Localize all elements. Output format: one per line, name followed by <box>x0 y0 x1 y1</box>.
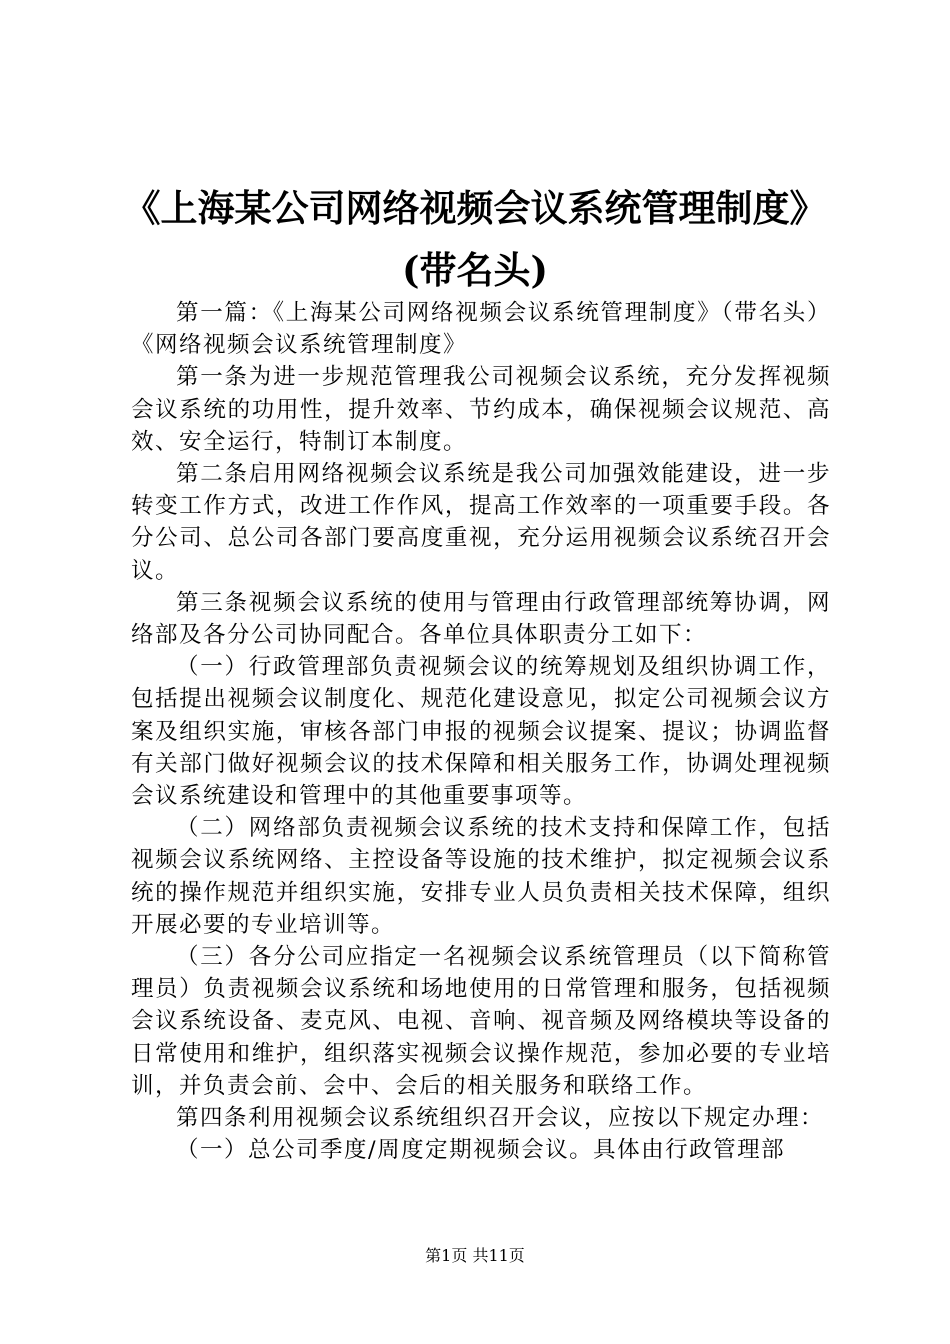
document-title: 《上海某公司网络视频会议系统管理制度》 <box>123 186 827 230</box>
paragraph-article-4: 第四条利用视频会议系统组织召开会议，应按以下规定办理： <box>176 1105 825 1132</box>
document-body <box>131 297 831 1166</box>
paragraph-article-2: 第二条启用网络视频会议系统是我公司加强效能建设，进一步转变工作方式，改进工作作风，提高工作效率的一项重要手段。各分公司、总公司各部门要高度重视，充分运用视频会议系统召开会议。 <box>131 461 831 584</box>
page-number: 第1页 共11页 <box>425 1246 525 1265</box>
paragraph-article-3: 第三条视频会议系统的使用与管理由行政管理部统筹协调，网络部及各分公司协同配合。各单位具体职责分工如下： <box>131 589 831 649</box>
paragraph-article-3-item-2: （二）网络部负责视频会议系统的技术支持和保障工作，包括视频会议系统网络、主控设备等设施的技术维护，拟定视频会议系统的操作规范并组织实施，安排专业人员负责相关技术保障，组织开展必要的专业培训等。 <box>131 815 831 938</box>
paragraph-article-3-item-1: （一）行政管理部负责视频会议的统筹规划及组织协调工作，包括提出视频会议制度化、规范化建设意见，拟定公司视频会议方案及组织实施，审核各部门申报的视频会议提案、提议；协调监督有关部门做好视频会议的技术保障和相关服务工作，协调处理视频会议系统建设和管理中的其他重要事项等。 <box>131 654 831 810</box>
paragraph-article-4-item-1: （一）总公司季度/周度定期视频会议。具体由行政管理部 <box>176 1137 786 1164</box>
paragraph-article-1: 第一条为进一步规范管理我公司视频会议系统，充分发挥视频会议系统的功用性，提升效率、节约成本，确保视频会议规范、高效、安全运行，特制订本制度。 <box>131 364 831 455</box>
paragraph-article-3-item-3: （三）各分公司应指定一名视频会议系统管理员（以下简称管理员）负责视频会议系统和场地使用的日常管理和服务，包括视频会议系统设备、麦克风、电视、音响、视音频及网络模块等设备的日常使用和维护，组织落实视频会议操作规范，参加必要的专业培训，并负责会前、会中、会后的相关服务和联络工作。 <box>131 944 831 1099</box>
paragraph-chapter-heading: 第一篇：《上海某公司网络视频会议系统管理制度》（带名头）《网络视频会议系统管理制度》 <box>131 300 831 359</box>
document-subtitle: (带名头) <box>401 248 548 292</box>
